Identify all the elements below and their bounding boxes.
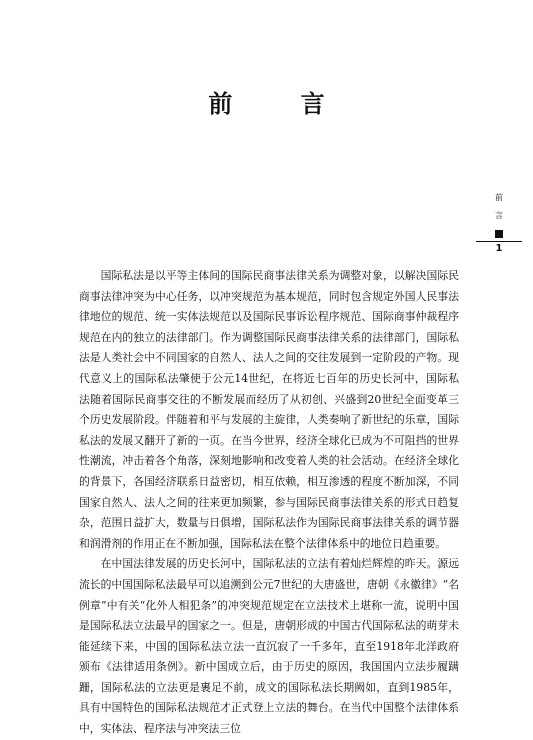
side-section-marker	[476, 194, 522, 254]
side-divider	[476, 241, 522, 242]
side-marker-char: 言	[495, 211, 503, 220]
paragraph: 在中国法律发展的历史长河中，国际私法的立法有着灿烂辉煌的昨天。源远流长的中国国际私法最早可以追溯到公元7世纪的大唐盛世，唐朝《永徽律》“名例章”中有关“化外人相犯条”的冲突规范规定在立法技术上堪称一流，说明中国是国际私法立法最早的国家之一。但是，唐朝形成的中国古代国际私法的萌芽未能延续下来，中国的国际私法立法一直沉寂了一千多年，直至1918年北洋政府颁布《法律适用条例》。新中国成立后，由于历史的原因，我国国内立法步履蹒跚，国际私法的立法更是裹足不前，成文的国际私法长期阙如，直到1985年，具有中国特色的国际私法规范才正式登上立法的舞台。在当代中国整个法律体系中，实体法、程序法与冲突法三位	[79, 557, 459, 736]
page-number: 1	[495, 243, 503, 254]
paragraph: 国际私法是以平等主体间的国际民商事法律关系为调整对象，以解决国际民商事法律冲突为中心任务，以冲突规范为基本规范，同时包含规定外国人民事法律地位的规范、统一实体法规范以及国际民事诉讼程序规范、国际商事仲裁程序规范在内的独立的法律部门。作为调整国际民商事法律关系的法律部门，国际私法是人类社会中不同国家的自然人、法人之间的交往发展到一定阶段的产物。现代意义上的国际私法肇使于公元14世纪，在将近七百年的历史长河中，国际私法随着国际民商事交往的不断发展而经历了从初创、兴盛到20世纪全面变革三个历史发展阶段。伴随着和平与发展的主旋律，人类奏响了新世纪的乐章，国际私法的发展又翻开了新的一页。在当今世界，经济全球化已成为不可阻挡的世界性潮流，冲击着各个角落，深刻地影响和改变着人类的社会活动。在经济全球化的背景下，各国经济联系日益密切，相互依赖，相互渗透的程度不断加深，不同国家自然人、法人之间的往来更加频繁，参与国际民商事法律关系的形式日趋复杂，范围日益扩大，数量与日俱增，国际私法作为国际民商事法律关系的调节器和润滑剂的作用正在不断加强，国际私法在整个法律体系中的地位日趋重要。	[79, 269, 459, 550]
black-square-icon	[495, 230, 503, 238]
side-marker-char: 前	[495, 193, 503, 202]
body-text	[79, 266, 459, 740]
page-title: 前 言	[208, 90, 355, 118]
